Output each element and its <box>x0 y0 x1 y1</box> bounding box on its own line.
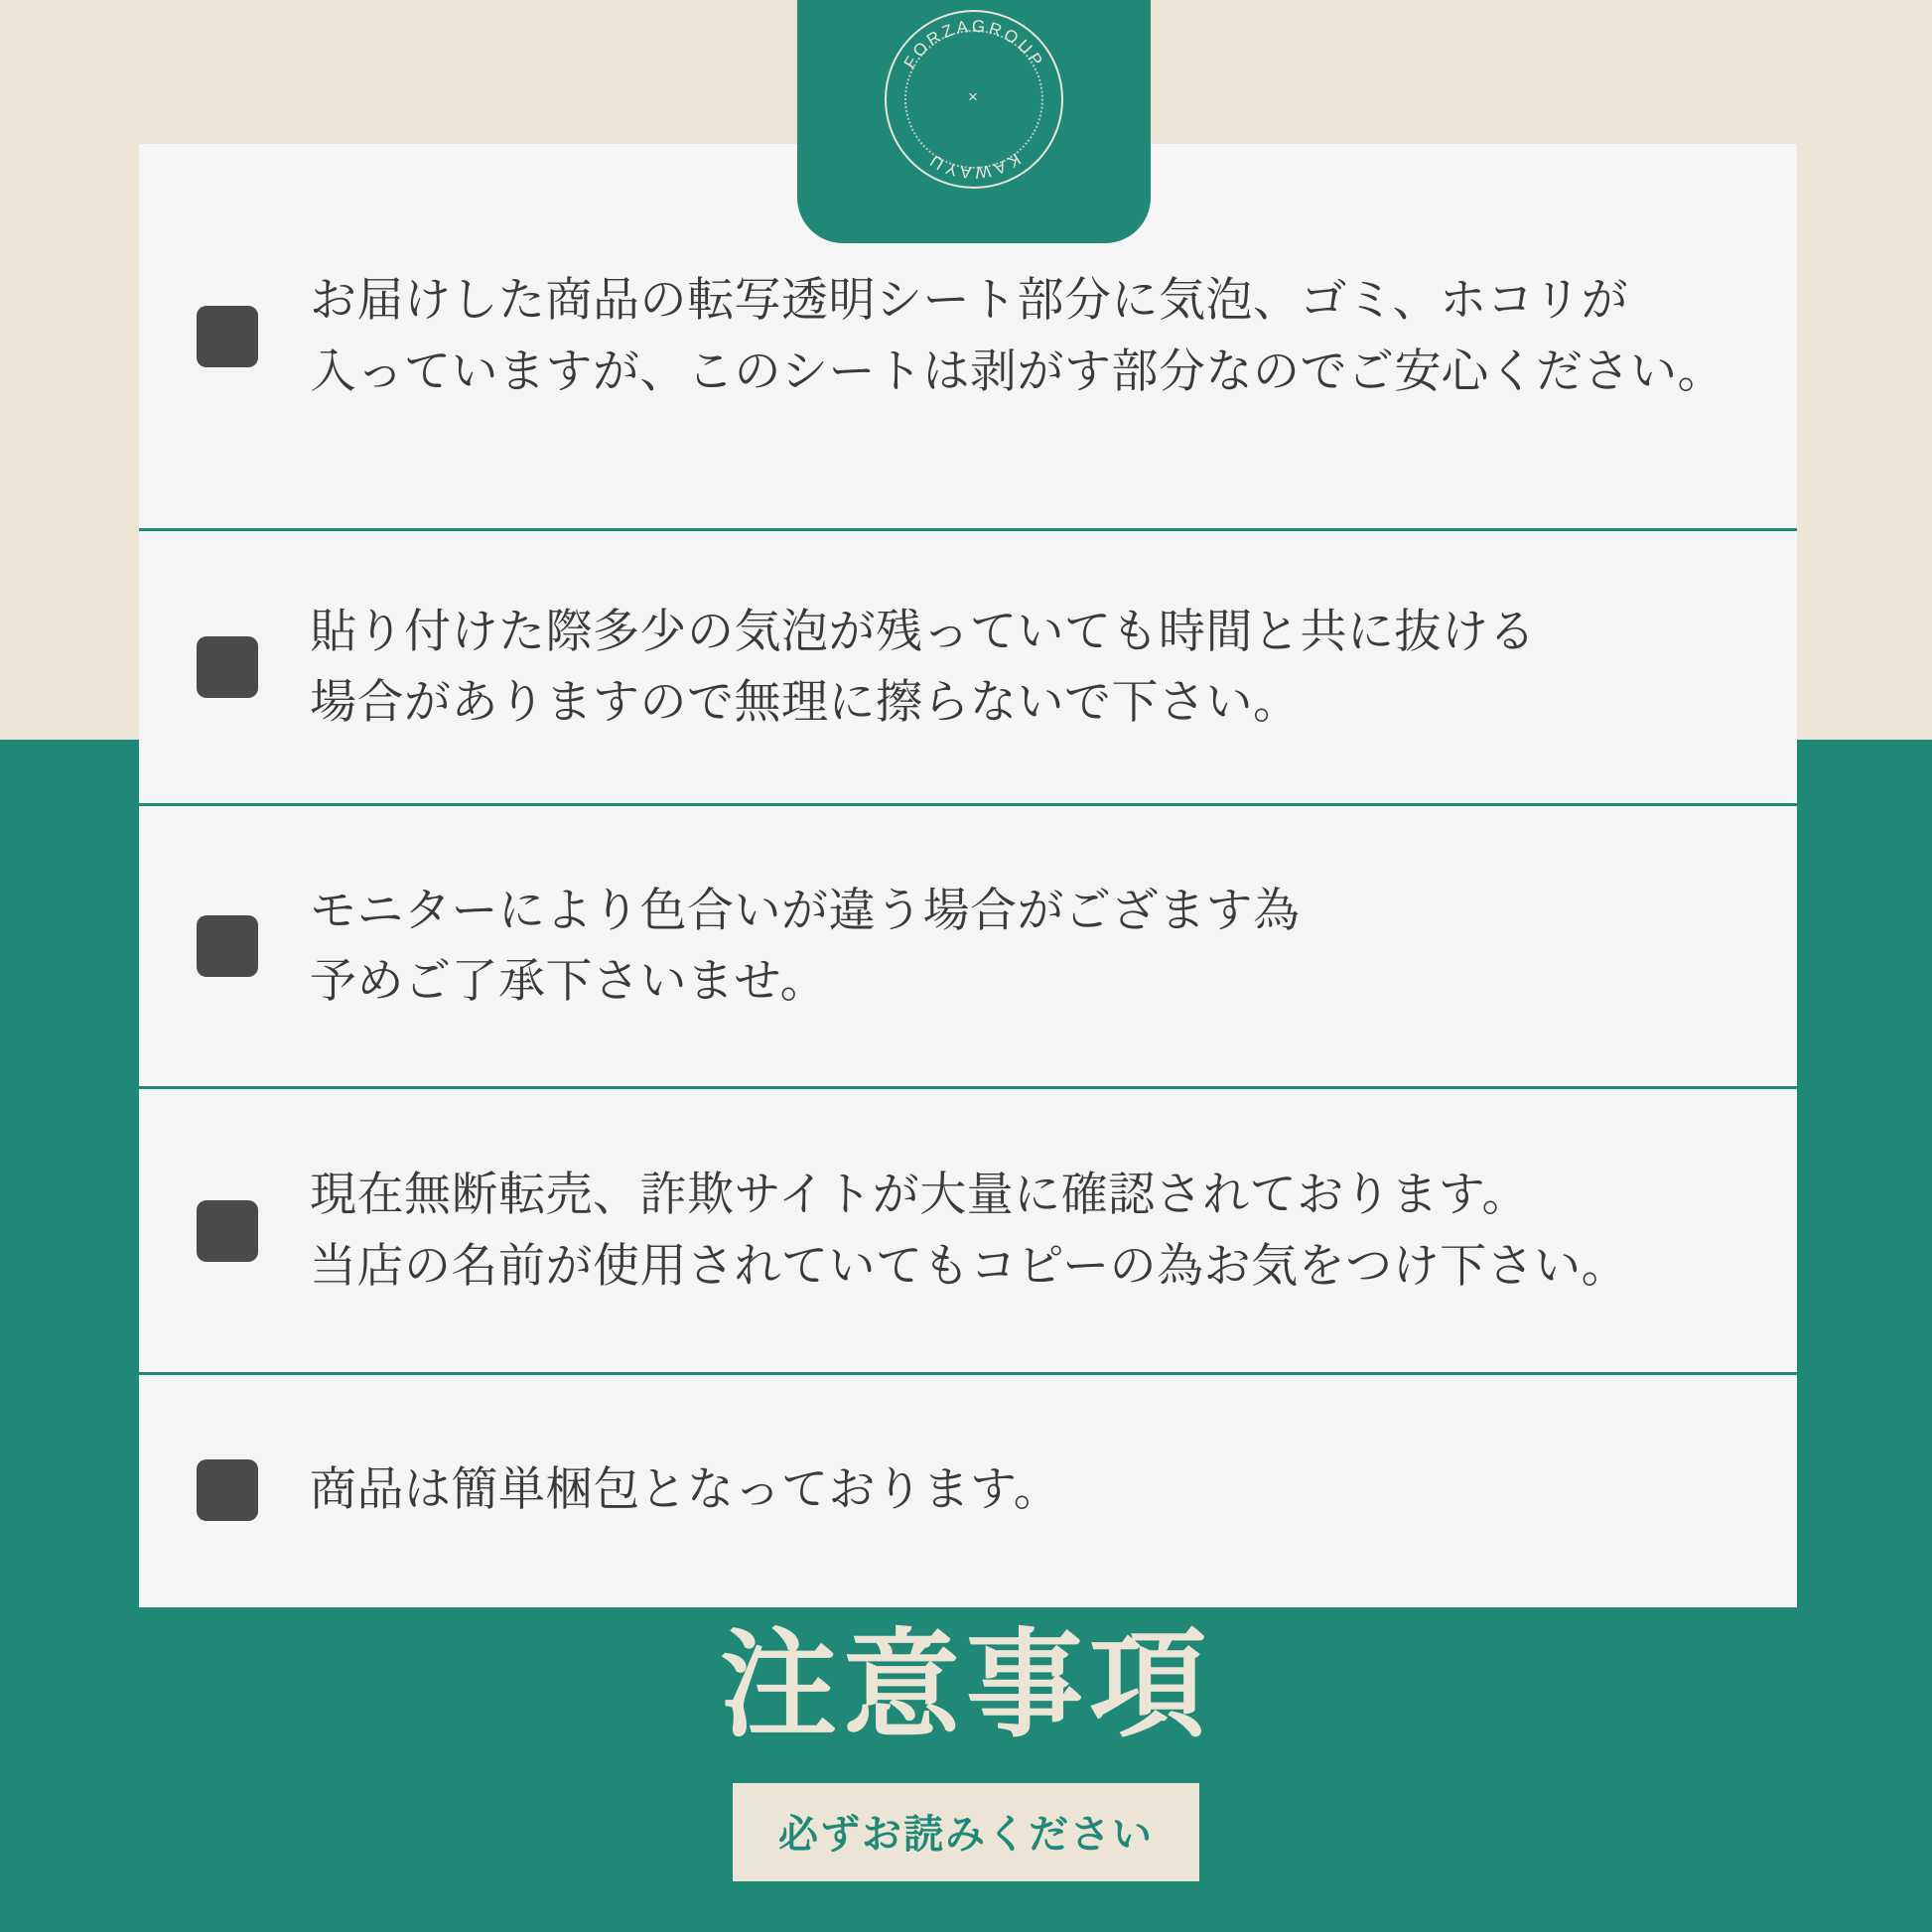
note-text-bubbles <box>310 597 1536 739</box>
footer-section <box>0 1618 1932 1881</box>
note-row-fraud-sites <box>139 1089 1797 1375</box>
note-row-packaging <box>139 1375 1797 1604</box>
square-bullet-icon <box>197 636 258 698</box>
brand-logo-badge <box>797 0 1151 243</box>
note-line: 予めご了承下さいませ。 <box>310 954 828 1009</box>
footer-tag-label: 必ずお読みください <box>733 1783 1199 1881</box>
footer-title: 注意事項 <box>719 1616 1212 1753</box>
square-bullet-icon <box>197 1459 258 1521</box>
brand-logo-inner <box>797 0 1151 243</box>
note-line: 貼り付けた際多少の気泡が残っていても時間と共に抜ける <box>310 604 1536 659</box>
note-line: 入っていますが、このシートは剥がす部分なのでご安心ください。 <box>310 344 1725 399</box>
note-text-packaging <box>310 1454 1060 1525</box>
note-line: 場合がありますので無理に擦らないで下さい。 <box>310 675 1301 730</box>
note-text-monitor-color <box>310 876 1301 1018</box>
note-line: 現在無断転売、詐欺サイトが大量に確認されております。 <box>310 1168 1529 1223</box>
square-bullet-icon <box>197 915 258 977</box>
note-line: 当店の名前が使用されていてもコピーの為お気をつけ下さい。 <box>310 1238 1629 1294</box>
note-row-monitor-color <box>139 806 1797 1089</box>
note-text-transfer-sheet <box>310 265 1725 407</box>
logo-bottom-arc-label: KAWAYU <box>923 149 1025 183</box>
notes-card <box>139 144 1797 1607</box>
note-line: 商品は簡単梱包となっております。 <box>310 1461 1061 1517</box>
logo-separator-label: × <box>968 87 980 106</box>
note-text-fraud-sites <box>310 1160 1628 1302</box>
note-line: お届けした商品の転写透明シート部分に気泡、ゴミ、ホコリが <box>310 273 1629 329</box>
square-bullet-icon <box>197 1200 258 1262</box>
square-bullet-icon <box>197 306 258 367</box>
logo-top-arc-label: FORZAGROUP <box>899 16 1048 72</box>
note-row-bubbles <box>139 531 1797 806</box>
note-line: モニターにより色合いが違う場合がござます為 <box>310 883 1301 938</box>
